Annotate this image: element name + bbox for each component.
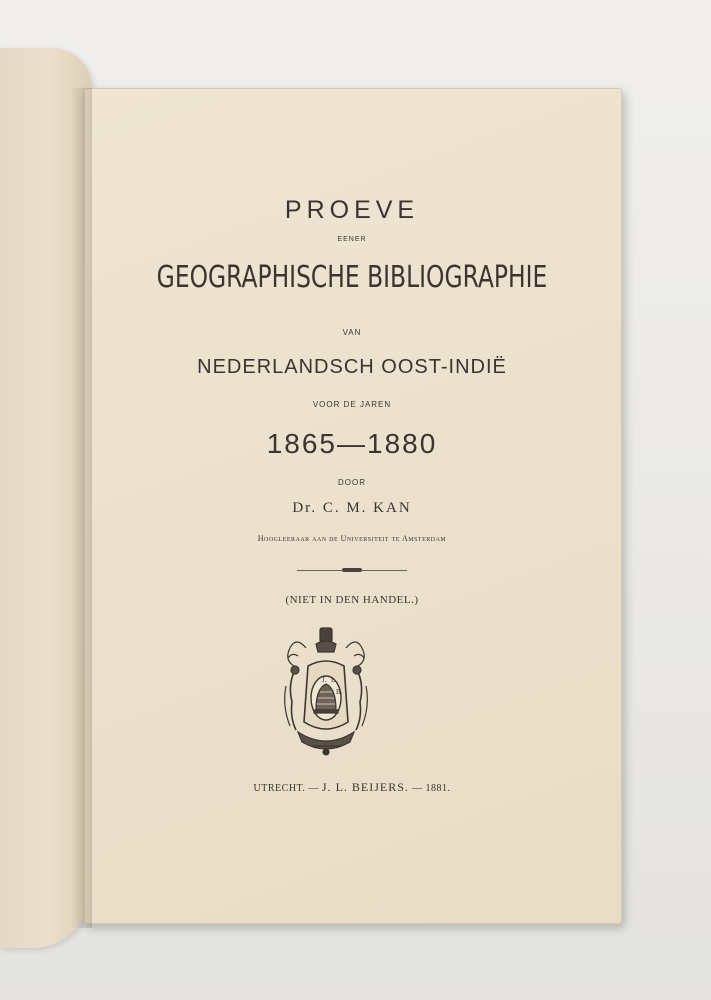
- not-for-sale-note: (NIET IN DEN HANDEL.): [285, 594, 419, 606]
- ornamental-rule-center: [342, 568, 362, 572]
- title-word-door: DOOR: [338, 478, 366, 487]
- emblem-initial-l: L.: [331, 676, 338, 684]
- title-word-proeve: PROEVE: [284, 196, 420, 224]
- imprint-separator-1: —: [308, 783, 319, 794]
- title-word-eener: EENER: [337, 236, 367, 243]
- imprint: [84, 780, 620, 795]
- author-name: Dr. C. M. KAN: [292, 500, 412, 516]
- main-title: GEOGRAPHISCHE BIBLIOGRAPHIE: [156, 260, 548, 295]
- emblem-initial-j: J.: [322, 676, 327, 684]
- publisher-place: UTRECHT.: [253, 783, 306, 794]
- publication-year: 1881.: [425, 783, 451, 794]
- year-range: 1865—1880: [266, 428, 438, 459]
- author-affiliation: Hoogleeraar aan de Universiteit te Amsterdam: [257, 534, 447, 543]
- title-words-voor-de-jaren: VOOR DE JAREN: [312, 400, 392, 409]
- title-word-van: VAN: [342, 328, 362, 337]
- emblem-initial-b: B.: [336, 688, 343, 696]
- publisher-name: J. L. BEIJERS.: [321, 780, 409, 794]
- printers-device-emblem-icon: [276, 626, 376, 762]
- imprint-separator-2: —: [411, 783, 423, 794]
- subtitle-region: NEDERLANDSCH OOST-INDIË: [197, 356, 507, 378]
